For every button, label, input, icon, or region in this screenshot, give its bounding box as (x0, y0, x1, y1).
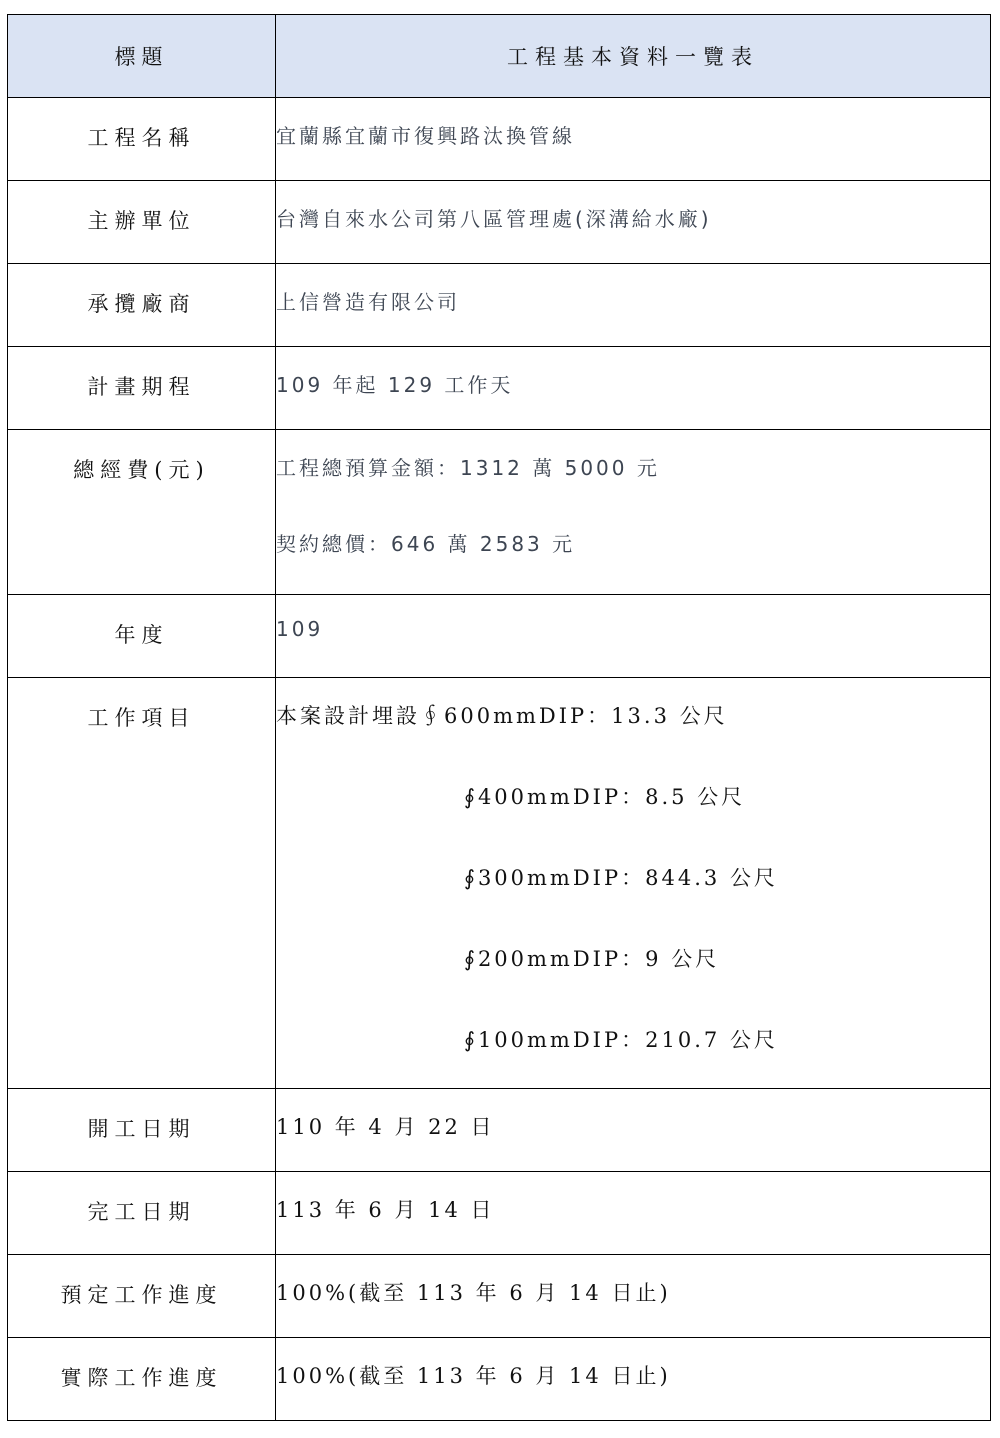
row-label: 承攬廠商 (87, 292, 196, 316)
start-date-value: 110 年 4 月 22 日 (276, 1115, 495, 1139)
project-info-table (7, 14, 991, 1421)
year-value: 109 (276, 617, 324, 641)
header-label: 標題 (114, 45, 169, 69)
list-item: ∮200mmDIP：9 公尺 (464, 947, 720, 971)
row-label: 完工日期 (87, 1200, 196, 1224)
table-row-contractor (8, 264, 991, 347)
table-header-row (8, 15, 991, 98)
row-label: 工程名稱 (87, 126, 196, 150)
schedule-value: 109 年起 129 工作天 (276, 373, 514, 397)
list-item: ∮100mmDIP：210.7 公尺 (464, 1028, 778, 1052)
header-label-cell (8, 15, 276, 98)
completion-date-value: 113 年 6 月 14 日 (276, 1198, 495, 1222)
planned-progress-value: 100%(截至 113 年 6 月 14 日止) (276, 1281, 671, 1305)
table-row-organizer (8, 181, 991, 264)
table-row-completion-date (8, 1172, 991, 1255)
row-label: 總經費(元) (73, 458, 210, 482)
table-row-planned-progress (8, 1255, 991, 1338)
organizer-value: 台灣自來水公司第八區管理處(深溝給水廠) (276, 207, 712, 231)
row-label: 年度 (114, 623, 169, 647)
table-row-year (8, 595, 991, 678)
table-row-schedule (8, 347, 991, 430)
table-row-budget (8, 430, 991, 595)
actual-progress-value: 100%(截至 113 年 6 月 14 日止) (276, 1364, 671, 1388)
total-budget-value: 工程總預算金額：1312 萬 5000 元 (276, 456, 660, 480)
row-label: 計畫期程 (87, 375, 196, 399)
list-item: ∮400mmDIP：8.5 公尺 (464, 785, 746, 809)
table-row-work-items (8, 678, 991, 1089)
table-row-project-name (8, 98, 991, 181)
table-row-actual-progress (8, 1338, 991, 1421)
work-items-list (276, 678, 990, 1052)
header-title-cell (276, 15, 991, 98)
row-label: 預定工作進度 (60, 1283, 223, 1307)
list-item: ∮300mmDIP：844.3 公尺 (464, 866, 778, 890)
row-label: 主辦單位 (87, 209, 196, 233)
table-row-start-date (8, 1089, 991, 1172)
contract-price-value: 契約總價：646 萬 2583 元 (276, 532, 576, 556)
row-label: 工作項目 (87, 706, 196, 730)
contractor-value: 上信營造有限公司 (276, 290, 460, 314)
project-name-value: 宜蘭縣宜蘭市復興路汰換管線 (276, 124, 575, 148)
table-title: 工程基本資料一覽表 (507, 45, 759, 69)
row-label: 開工日期 (87, 1117, 196, 1141)
row-label: 實際工作進度 (60, 1366, 223, 1390)
list-item: 本案設計埋設∮600mmDIP：13.3 公尺 (276, 704, 728, 728)
